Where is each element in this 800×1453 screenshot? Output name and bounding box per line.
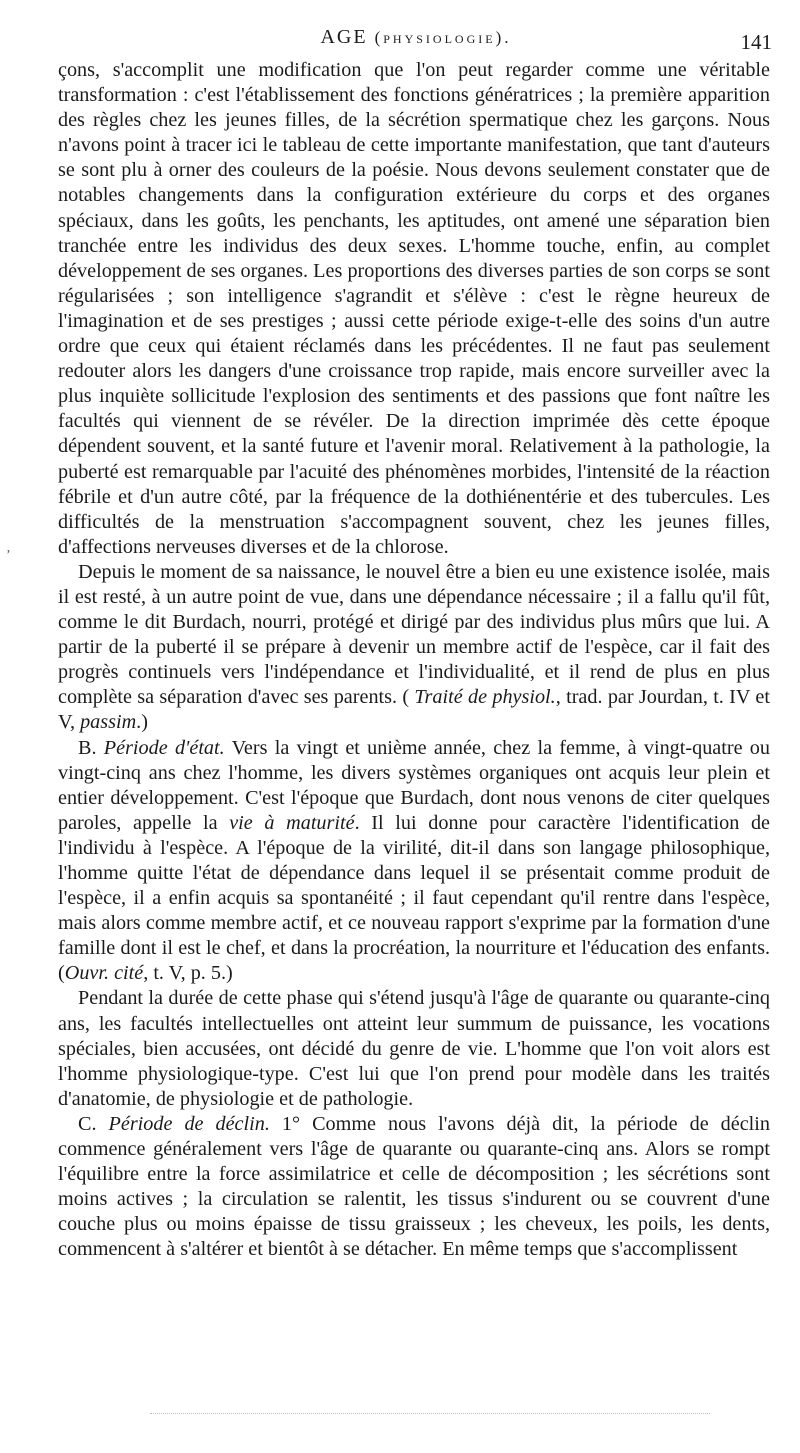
- text-segment: 1° Comme nous l'avons déjà dit, la période de déclin commence généralement vers l'âge de quarante ou quarante-cinq ans. Alors se rompt l'équilibre entre la force assimilatrice et celle de décomposition ; les sécrétions sont moins actives ; la circulation se ralentit, les tissus s'indurent ou se couvrent d'une couche plus ou moins épaisse de tissu graisseux ; les cheveux, les poils, les dents, commencent à s'altérer et bientôt à se détacher. En même temps que s'accomplissent: [58, 1112, 770, 1261]
- text-segment: .): [136, 711, 148, 734]
- text-segment: , t. V, p. 5.): [143, 962, 233, 985]
- text-segment: , trad. par Jourdan, t. IV et V,: [58, 686, 770, 734]
- italic-text: passim: [80, 711, 137, 734]
- text-segment: Vers la vingt et unième année, chez la femme, à vingt-quatre ou vingt-cinq ans chez l'homme, les divers systèmes organiques ont acquis leur plein et entier développement. C'est l'époque que Burdach, dont nous venons de citer quelques paroles, appelle la: [58, 736, 770, 834]
- running-title-main: AGE: [320, 26, 368, 48]
- text-segment: Pendant la durée de cette phase qui s'étend jusqu'à l'âge de quarante ou quarante-cinq ans, les facultés intellectuelles ont atteint leur summum de puissance, les vocations spéciales, bien accusées, ont décidé du genre de vie. L'homme que l'on voit alors est l'homme physiologique-type. C'est lui que l'on prend pour modèle dans les traités d'anatomie, de physiologie et de pathologie.: [58, 987, 770, 1110]
- page-header: [60, 26, 772, 56]
- text-segment: Depuis le moment de sa naissance, le nouvel être a bien eu une existence isolée, mais il est resté, à un autre point de vue, dans une dépendance nécessaire ; il a fallu qu'il fût, comme le dit Burdach, nourri, protégé et dirigé par des individus plus mûrs que lui. A partir de la puberté il se prépare à devenir un membre actif de l'espèce, car il fait des progrès continuels vers l'indépendance et l'individualité, et il rend de plus en plus complète sa séparation d'avec ses parents. (: [58, 560, 770, 709]
- text-segment: çons, s'accomplit une modification que l'on peut regarder comme une véritable transformation : c'est l'établissement des fonctions génératrices ; la première apparition des règles chez les jeunes filles, de la sécrétion spermatique chez les garçons. Nous n'avons point à tracer ici le tableau de cette importante manifestation, que tant d'auteurs se sont plu à orner des couleurs de la poésie. Nous devons seulement constater que de notables changements dans la configuration extérieure du corps et des organes spéciaux, dans les goûts, les penchants, les aptitudes, ont amené une séparation bien tranchée entre les individus des deux sexes. L'homme touche, enfin, au complet développement de ses organes. Les proportions des diverses parties de son corps se sont régularisées ; son intelligence s'agrandit et s'élève : c'est le règne heureux de l'imagination et de ses prestiges ; aussi cette période exige-t-elle des soins d'un autre ordre que ceux qui étaient réclamés dans les précédentes. Il ne faut pas seulement redouter alors les dangers d'une croissance trop rapide, mais encore surveiller avec la plus inquiète sollicitude l'explosion des sentiments et des passions que font naître les facultés qui viennent de se révéler. De la direction imprimée dès cette époque dépendent souvent, et la santé future et l'avenir moral. Relativement à la pathologie, la puberté est remarquable par l'acuité des phénomènes morbides, l'intensité de la réaction fébrile et d'un autre côté, par la fréquence de la dothiénentérie et des tubercules. Les difficultés de la menstruation s'accompagnent souvent, chez les jeunes filles, d'affections nerveuses diverses et de la chlorose.: [58, 59, 770, 558]
- paragraph-p5: [58, 1112, 770, 1263]
- italic-text: Période de déclin.: [108, 1112, 270, 1135]
- margin-mark: ʼ: [6, 548, 11, 563]
- text-segment: C.: [78, 1112, 109, 1135]
- paragraph-p3: [58, 736, 770, 987]
- text-segment: B.: [78, 736, 104, 759]
- running-title: [60, 26, 772, 49]
- italic-text: Ouvr. cité: [64, 962, 144, 985]
- paragraph-p2: [58, 560, 770, 736]
- italic-text: Traité de physiol.: [414, 686, 556, 709]
- italic-text: Période d'état.: [103, 736, 225, 759]
- text-segment: . Il lui donne pour caractère l'identification de l'individu à l'espèce. A l'époque de la virilité, dit-il dans son langage philosophique, l'homme quitte l'état de dépendance dans lequel il se présentait comme produit de l'espèce, il a enfin acquis sa spontanéité ; il faut cependant qu'il rentre dans l'espèce, mais alors comme membre actif, et ce nouveau rapport s'exprime par la formation d'une famille dont il est le chef, et dans la procréation, la nourriture et l'éducation des enfants. (: [58, 811, 771, 985]
- body-text: [58, 58, 770, 1263]
- paragraph-p4: [58, 986, 770, 1111]
- running-title-sub: (physiologie).: [374, 28, 512, 47]
- footer-rule: [150, 1413, 710, 1414]
- paragraph-p1: [58, 58, 770, 560]
- page-number: 141: [740, 30, 772, 54]
- italic-text: vie à maturité: [229, 811, 355, 834]
